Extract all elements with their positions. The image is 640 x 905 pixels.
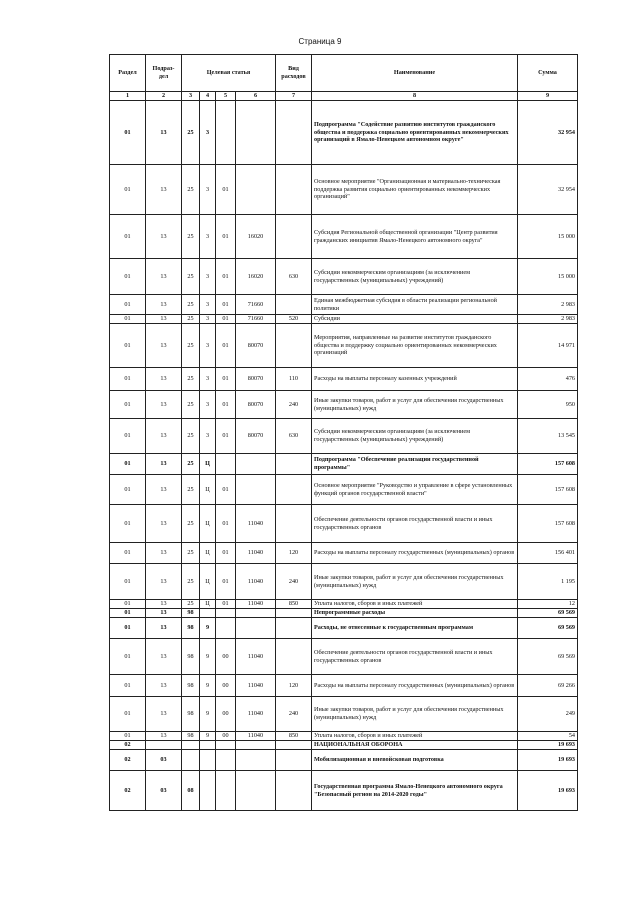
cell-c4: 3 (200, 215, 216, 259)
cell-c4: 9 (200, 732, 216, 741)
cell-pr: 13 (146, 101, 182, 165)
cell-c4: Ц (200, 543, 216, 564)
cell-c3: 98 (182, 639, 200, 675)
cell-c6: 11040 (236, 732, 276, 741)
cell-sum: 19 693 (518, 771, 578, 811)
col-number: 6 (236, 92, 276, 101)
cell-pr: 13 (146, 259, 182, 295)
cell-c4: 3 (200, 295, 216, 315)
cell-sum: 69 569 (518, 609, 578, 618)
cell-pr: 13 (146, 600, 182, 609)
col-number: 9 (518, 92, 578, 101)
table-row (110, 564, 578, 600)
header-sum: Сумма (518, 55, 578, 92)
cell-c6: 11040 (236, 675, 276, 697)
cell-c3: 25 (182, 315, 200, 324)
cell-pr: 13 (146, 543, 182, 564)
cell-name: Расходы на выплаты персоналу государственных (муниципальных) органов (312, 675, 518, 697)
cell-c3: 25 (182, 475, 200, 505)
cell-c5: 00 (216, 639, 236, 675)
cell-c4: 3 (200, 419, 216, 454)
cell-vid: 630 (276, 419, 312, 454)
cell-sum: 2 983 (518, 295, 578, 315)
cell-c4: Ц (200, 600, 216, 609)
cell-c4 (200, 750, 216, 771)
cell-c5: 01 (216, 505, 236, 543)
cell-pr: 13 (146, 609, 182, 618)
cell-pr: 13 (146, 324, 182, 368)
cell-pr: 03 (146, 750, 182, 771)
cell-c3 (182, 741, 200, 750)
cell-c6: 71660 (236, 315, 276, 324)
cell-sum: 157 608 (518, 454, 578, 475)
cell-rz: 01 (110, 639, 146, 675)
cell-vid (276, 618, 312, 639)
cell-c5: 01 (216, 368, 236, 391)
cell-name: Расходы, не отнесенные к государственным программам (312, 618, 518, 639)
col-number: 5 (216, 92, 236, 101)
cell-c4: 3 (200, 259, 216, 295)
cell-vid (276, 454, 312, 475)
cell-rz: 01 (110, 391, 146, 419)
cell-vid (276, 165, 312, 215)
cell-c5 (216, 454, 236, 475)
table-row (110, 295, 578, 315)
cell-c6: 11040 (236, 543, 276, 564)
cell-pr: 13 (146, 618, 182, 639)
cell-sum: 156 401 (518, 543, 578, 564)
cell-vid: 120 (276, 675, 312, 697)
cell-c6: 80070 (236, 419, 276, 454)
cell-sum: 1 195 (518, 564, 578, 600)
cell-c3: 25 (182, 259, 200, 295)
cell-name: Расходы на выплаты персоналу казенных учреждений (312, 368, 518, 391)
cell-c6 (236, 750, 276, 771)
cell-c6 (236, 101, 276, 165)
cell-c5: 01 (216, 391, 236, 419)
cell-c3: 25 (182, 101, 200, 165)
cell-vid (276, 771, 312, 811)
header-podrazdel: Подраз-дел (146, 55, 182, 92)
cell-c6 (236, 771, 276, 811)
cell-rz: 01 (110, 259, 146, 295)
cell-c5: 01 (216, 165, 236, 215)
cell-vid (276, 750, 312, 771)
cell-c3: 98 (182, 697, 200, 732)
cell-rz: 01 (110, 564, 146, 600)
table-row (110, 454, 578, 475)
cell-pr: 13 (146, 675, 182, 697)
cell-name: Уплата налогов, сборов и иных платежей (312, 600, 518, 609)
cell-name: Иные закупки товаров, работ и услуг для обеспечения государственных (муниципальных) нужд (312, 391, 518, 419)
cell-pr: 13 (146, 391, 182, 419)
cell-name: Расходы на выплаты персоналу государственных (муниципальных) органов (312, 543, 518, 564)
cell-name: Субсидия Региональной общественной организации "Центр развития гражданских инициатив Ямало-Ненецкого автономного округа" (312, 215, 518, 259)
cell-vid (276, 295, 312, 315)
cell-c4: Ц (200, 454, 216, 475)
col-number: 1 (110, 92, 146, 101)
cell-sum: 54 (518, 732, 578, 741)
cell-name: Иные закупки товаров, работ и услуг для обеспечения государственных (муниципальных) нужд (312, 697, 518, 732)
cell-rz: 01 (110, 543, 146, 564)
cell-pr: 13 (146, 295, 182, 315)
cell-c4: Ц (200, 505, 216, 543)
cell-c4: 3 (200, 315, 216, 324)
cell-c6: 11040 (236, 639, 276, 675)
table-row (110, 771, 578, 811)
cell-rz: 01 (110, 215, 146, 259)
cell-c4: 3 (200, 391, 216, 419)
cell-vid: 120 (276, 543, 312, 564)
cell-pr: 13 (146, 732, 182, 741)
cell-c5: 01 (216, 543, 236, 564)
cell-vid (276, 101, 312, 165)
table-row (110, 741, 578, 750)
cell-sum: 950 (518, 391, 578, 419)
cell-c3: 25 (182, 324, 200, 368)
header-target-article: Целевая статья (182, 55, 276, 92)
cell-c5 (216, 750, 236, 771)
cell-name: Обеспечение деятельности органов государственной власти и иных государственных органов (312, 505, 518, 543)
cell-c4: 9 (200, 618, 216, 639)
cell-c4 (200, 609, 216, 618)
cell-sum: 19 693 (518, 741, 578, 750)
table-body (110, 101, 578, 811)
cell-c5: 01 (216, 564, 236, 600)
cell-c6: 11040 (236, 564, 276, 600)
col-number: 8 (312, 92, 518, 101)
cell-pr: 13 (146, 215, 182, 259)
cell-c5: 01 (216, 315, 236, 324)
cell-c5 (216, 609, 236, 618)
table-row (110, 732, 578, 741)
cell-rz: 01 (110, 600, 146, 609)
cell-sum: 157 608 (518, 505, 578, 543)
table-row (110, 600, 578, 609)
cell-c4: 9 (200, 639, 216, 675)
cell-c5: 01 (216, 419, 236, 454)
cell-sum: 2 983 (518, 315, 578, 324)
table-row (110, 215, 578, 259)
cell-c6: 11040 (236, 697, 276, 732)
cell-sum: 69 569 (518, 639, 578, 675)
cell-c3: 25 (182, 295, 200, 315)
cell-c5: 01 (216, 600, 236, 609)
cell-vid (276, 639, 312, 675)
cell-c6: 11040 (236, 600, 276, 609)
cell-name: Уплата налогов, сборов и иных платежей (312, 732, 518, 741)
cell-rz: 02 (110, 750, 146, 771)
table-row (110, 505, 578, 543)
table-row (110, 675, 578, 697)
cell-pr: 13 (146, 454, 182, 475)
cell-c3: 25 (182, 564, 200, 600)
cell-name: Основное мероприятие "Руководство и управление в сфере установленных функций органов государственной власти" (312, 475, 518, 505)
col-number: 2 (146, 92, 182, 101)
cell-sum: 32 954 (518, 101, 578, 165)
cell-sum: 15 000 (518, 215, 578, 259)
table-row (110, 475, 578, 505)
cell-rz: 01 (110, 505, 146, 543)
cell-rz: 02 (110, 771, 146, 811)
header-expense-type: Вид расходов (276, 55, 312, 92)
cell-c6: 80070 (236, 324, 276, 368)
cell-rz: 01 (110, 324, 146, 368)
cell-rz: 01 (110, 697, 146, 732)
cell-name: Субсидии (312, 315, 518, 324)
cell-vid (276, 215, 312, 259)
cell-c5: 01 (216, 324, 236, 368)
cell-c3: 98 (182, 609, 200, 618)
column-number-row (110, 92, 578, 101)
cell-sum: 69 569 (518, 618, 578, 639)
cell-c6 (236, 741, 276, 750)
cell-c6 (236, 165, 276, 215)
cell-c6: 16020 (236, 259, 276, 295)
col-number: 3 (182, 92, 200, 101)
cell-name: Единая межбюджетная субсидия в области реализации региональной политики (312, 295, 518, 315)
cell-rz: 01 (110, 315, 146, 324)
cell-pr: 13 (146, 165, 182, 215)
cell-c5 (216, 771, 236, 811)
cell-vid (276, 505, 312, 543)
cell-c5 (216, 618, 236, 639)
cell-vid: 240 (276, 391, 312, 419)
cell-pr: 13 (146, 564, 182, 600)
cell-c3: 25 (182, 419, 200, 454)
cell-c6: 16020 (236, 215, 276, 259)
cell-name: Субсидии некоммерческим организациям (за исключением государственных (муниципальных) учреждений) (312, 419, 518, 454)
table-row (110, 419, 578, 454)
cell-vid: 110 (276, 368, 312, 391)
table-row (110, 315, 578, 324)
cell-c6: 80070 (236, 368, 276, 391)
cell-c3: 25 (182, 215, 200, 259)
cell-c6: 71660 (236, 295, 276, 315)
table-row (110, 391, 578, 419)
cell-name: Обеспечение деятельности органов государственной власти и иных государственных органов (312, 639, 518, 675)
cell-name: Мобилизационная и вневойсковая подготовка (312, 750, 518, 771)
cell-vid: 520 (276, 315, 312, 324)
cell-rz: 01 (110, 475, 146, 505)
cell-c3: 25 (182, 505, 200, 543)
table-row (110, 165, 578, 215)
cell-c6: 11040 (236, 505, 276, 543)
cell-sum: 249 (518, 697, 578, 732)
cell-c5: 01 (216, 475, 236, 505)
cell-c5 (216, 101, 236, 165)
cell-c4: 3 (200, 324, 216, 368)
cell-name: Субсидии некоммерческим организациям (за исключением государственных (муниципальных) учреждений) (312, 259, 518, 295)
cell-pr (146, 741, 182, 750)
cell-rz: 01 (110, 618, 146, 639)
cell-pr: 03 (146, 771, 182, 811)
cell-vid: 240 (276, 564, 312, 600)
cell-c5: 01 (216, 295, 236, 315)
cell-c4: 9 (200, 697, 216, 732)
cell-c4: 3 (200, 165, 216, 215)
cell-c6: 80070 (236, 391, 276, 419)
table-row (110, 609, 578, 618)
page-number-label: Страница 9 (298, 37, 342, 46)
cell-name: НАЦИОНАЛЬНАЯ ОБОРОНА (312, 741, 518, 750)
table-row (110, 368, 578, 391)
cell-rz: 01 (110, 732, 146, 741)
header-razdel: Раздел (110, 55, 146, 92)
cell-pr: 13 (146, 475, 182, 505)
cell-sum: 476 (518, 368, 578, 391)
cell-c4: 9 (200, 675, 216, 697)
cell-pr: 13 (146, 368, 182, 391)
cell-vid: 850 (276, 732, 312, 741)
cell-c4 (200, 741, 216, 750)
cell-rz: 01 (110, 165, 146, 215)
cell-c5: 01 (216, 215, 236, 259)
cell-rz: 01 (110, 609, 146, 618)
cell-name: Основное мероприятие "Организационная и материально-техническая поддержка развития социально ориентированных некоммерческих организаций" (312, 165, 518, 215)
cell-c6 (236, 618, 276, 639)
cell-c5: 00 (216, 675, 236, 697)
cell-c4: Ц (200, 564, 216, 600)
cell-name: Государственная программа Ямало-Ненецкого автономного округа "Безопасный регион на 2014-2020 годы" (312, 771, 518, 811)
table-row (110, 324, 578, 368)
cell-c4: 3 (200, 101, 216, 165)
cell-vid: 240 (276, 697, 312, 732)
cell-name: Непрограммные расходы (312, 609, 518, 618)
cell-c4 (200, 771, 216, 811)
cell-sum: 69 266 (518, 675, 578, 697)
cell-sum: 14 971 (518, 324, 578, 368)
cell-pr: 13 (146, 639, 182, 675)
cell-rz: 01 (110, 675, 146, 697)
header-row (110, 55, 578, 92)
cell-sum: 15 000 (518, 259, 578, 295)
cell-rz: 01 (110, 368, 146, 391)
table-row (110, 101, 578, 165)
cell-c4: 3 (200, 368, 216, 391)
cell-rz: 01 (110, 295, 146, 315)
col-number: 4 (200, 92, 216, 101)
cell-vid (276, 324, 312, 368)
cell-c4: Ц (200, 475, 216, 505)
cell-c5: 00 (216, 732, 236, 741)
cell-c3: 98 (182, 675, 200, 697)
cell-name: Подпрограмма "Обеспечение реализации государственной программы" (312, 454, 518, 475)
cell-name: Подпрограмма "Содействие развитию институтов гражданского общества и поддержка социально ориентированных некоммерческих организаций в Ямало-Ненецком автономном округе" (312, 101, 518, 165)
cell-pr: 13 (146, 505, 182, 543)
cell-vid: 850 (276, 600, 312, 609)
cell-rz: 02 (110, 741, 146, 750)
cell-pr: 13 (146, 697, 182, 732)
cell-name: Мероприятия, направленные на развитие институтов гражданского общества и поддержку социально ориентированных некоммерческих организаций (312, 324, 518, 368)
cell-c3: 98 (182, 618, 200, 639)
cell-pr: 13 (146, 315, 182, 324)
cell-c5: 01 (216, 259, 236, 295)
cell-pr: 13 (146, 419, 182, 454)
cell-vid (276, 741, 312, 750)
budget-table (109, 54, 578, 811)
table-row (110, 618, 578, 639)
table-row (110, 697, 578, 732)
cell-c3: 25 (182, 391, 200, 419)
table-row (110, 639, 578, 675)
cell-c3: 98 (182, 732, 200, 741)
cell-sum: 19 693 (518, 750, 578, 771)
cell-rz: 01 (110, 101, 146, 165)
cell-c6 (236, 454, 276, 475)
cell-sum: 13 545 (518, 419, 578, 454)
cell-sum: 157 608 (518, 475, 578, 505)
cell-c3: 25 (182, 600, 200, 609)
cell-vid (276, 475, 312, 505)
table-row (110, 259, 578, 295)
cell-c3: 25 (182, 165, 200, 215)
table-row (110, 543, 578, 564)
cell-rz: 01 (110, 454, 146, 475)
cell-c5: 00 (216, 697, 236, 732)
cell-c6 (236, 609, 276, 618)
cell-rz: 01 (110, 419, 146, 454)
cell-vid: 630 (276, 259, 312, 295)
header-name: Наименование (312, 55, 518, 92)
cell-sum: 12 (518, 600, 578, 609)
cell-vid (276, 609, 312, 618)
cell-c3: 25 (182, 454, 200, 475)
cell-c3: 08 (182, 771, 200, 811)
cell-c5 (216, 741, 236, 750)
cell-sum: 32 954 (518, 165, 578, 215)
table-row (110, 750, 578, 771)
cell-name: Иные закупки товаров, работ и услуг для обеспечения государственных (муниципальных) нужд (312, 564, 518, 600)
col-number: 7 (276, 92, 312, 101)
cell-c3 (182, 750, 200, 771)
cell-c3: 25 (182, 543, 200, 564)
cell-c6 (236, 475, 276, 505)
cell-c3: 25 (182, 368, 200, 391)
